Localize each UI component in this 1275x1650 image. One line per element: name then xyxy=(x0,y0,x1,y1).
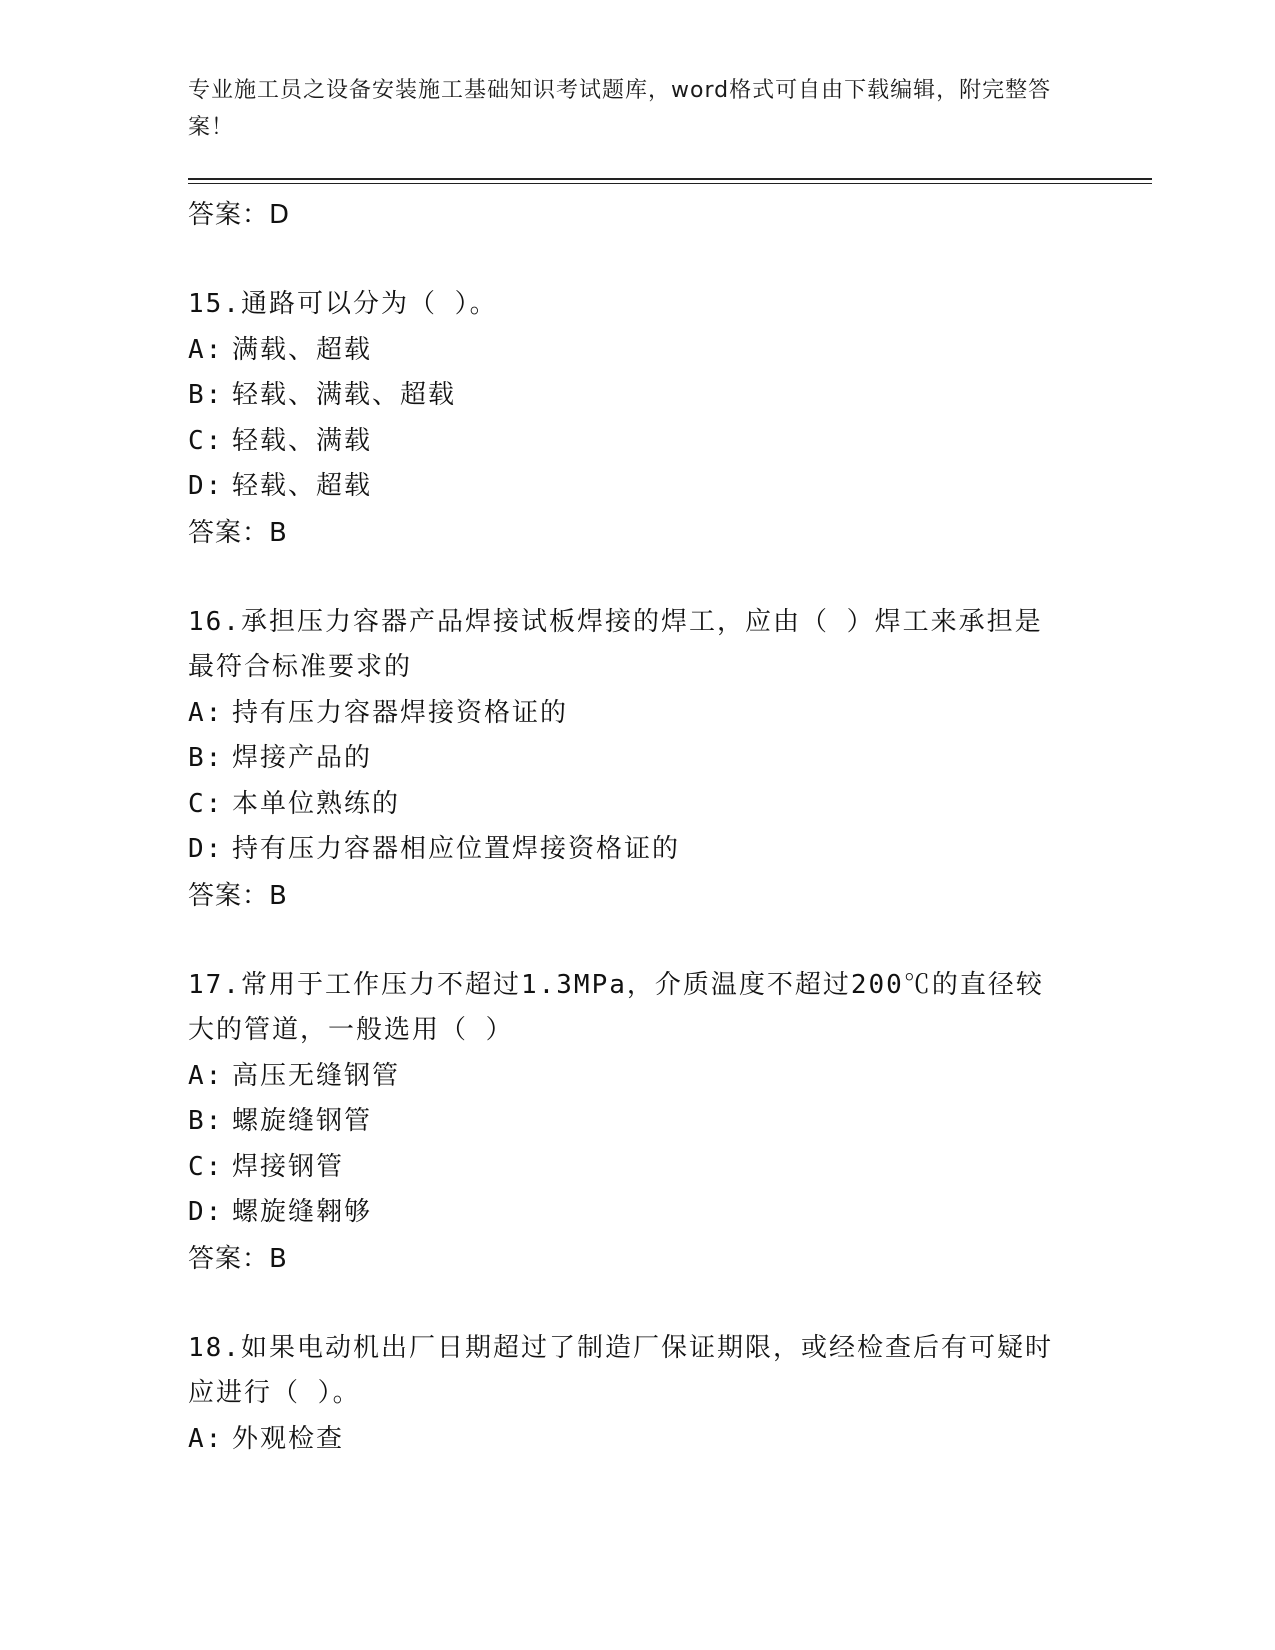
option-b xyxy=(188,373,1088,419)
option-letter: C: xyxy=(188,1151,224,1182)
option-text: 轻载、满载 xyxy=(232,425,373,456)
option-d xyxy=(188,464,1088,510)
option-text: 本单位熟练的 xyxy=(232,788,401,819)
header-rule-thick xyxy=(188,178,1152,180)
question-stem: 15.通路可以分为（ ）。 xyxy=(188,289,498,319)
question-stem: 16.承担压力容器产品焊接试板焊接的焊工，应由（ ）焊工来承担是最符合标准要求的 xyxy=(188,606,1043,682)
option-text: 焊接产品的 xyxy=(232,743,373,773)
option-letter: A: xyxy=(188,334,224,365)
option-a xyxy=(188,1054,1088,1100)
option-letter: B: xyxy=(188,1106,224,1136)
option-letter: C: xyxy=(188,788,224,819)
answer-line: 答案：D xyxy=(188,200,291,230)
option-d xyxy=(188,827,1088,873)
option-a xyxy=(188,328,1088,374)
answer-line: 答案：B xyxy=(188,1243,288,1274)
question-16 xyxy=(188,600,1088,919)
header-rule-thin xyxy=(188,183,1152,184)
option-letter: A: xyxy=(188,697,224,728)
option-text: 持有压力容器焊接资格证的 xyxy=(232,697,569,728)
option-c xyxy=(188,419,1088,465)
option-c xyxy=(188,1145,1088,1191)
option-letter: C: xyxy=(188,425,224,456)
question-17 xyxy=(188,963,1088,1282)
question-list xyxy=(188,192,1088,1462)
option-letter: A: xyxy=(188,1423,224,1454)
option-letter: A: xyxy=(188,1060,224,1091)
option-text: 满载、超载 xyxy=(232,334,373,365)
option-text: 焊接钢管 xyxy=(232,1151,345,1182)
question-18 xyxy=(188,1326,1088,1463)
document-header: 专业施工员之设备安装施工基础知识考试题库，word格式可自由下载编辑，附完整答案！ xyxy=(188,78,1052,140)
option-letter: B: xyxy=(188,380,224,410)
option-text: 螺旋缝钢管 xyxy=(232,1106,373,1136)
question-stem: 17.常用于工作压力不超过1.3MPa，介质温度不超过200℃的直径较大的管道，一般选用（ ） xyxy=(188,969,1044,1045)
option-a xyxy=(188,1417,1088,1463)
option-letter: B: xyxy=(188,743,224,773)
option-text: 持有压力容器相应位置焊接资格证的 xyxy=(232,834,681,864)
option-text: 轻载、满载、超载 xyxy=(232,380,457,410)
question-stem: 18.如果电动机出厂日期超过了制造厂保证期限，或经检查后有可疑时应进行（ ）。 xyxy=(188,1332,1053,1408)
answer-line: 答案：B xyxy=(188,880,288,911)
option-b xyxy=(188,736,1088,782)
option-text: 高压无缝钢管 xyxy=(232,1060,401,1091)
question-15 xyxy=(188,282,1088,556)
option-text: 外观检查 xyxy=(232,1423,345,1454)
option-c xyxy=(188,782,1088,828)
option-text: 轻载、超载 xyxy=(232,471,373,501)
option-a xyxy=(188,691,1088,737)
answer-line: 答案：B xyxy=(188,517,288,548)
option-text: 螺旋缝翱够 xyxy=(232,1197,373,1227)
option-letter: D: xyxy=(188,1197,224,1227)
option-letter: D: xyxy=(188,834,224,864)
option-b xyxy=(188,1099,1088,1145)
option-d xyxy=(188,1190,1088,1236)
option-letter: D: xyxy=(188,471,224,501)
